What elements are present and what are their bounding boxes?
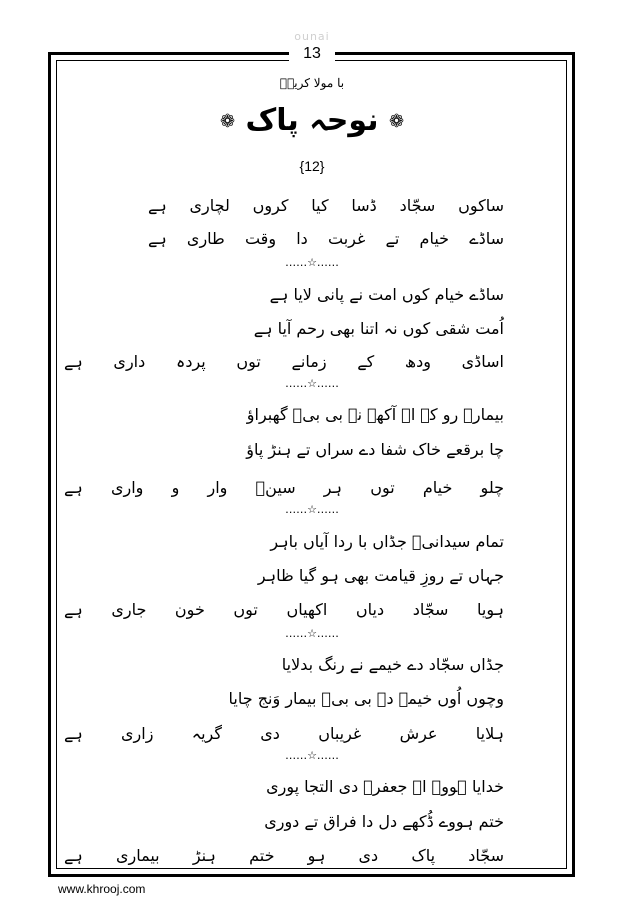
page-border-inner (56, 60, 567, 869)
verse-line: سجّاد پاک دی ہو ختم ہنڑ بیماری ہے (64, 846, 504, 865)
ornament-left-icon: ❁ (219, 111, 236, 132)
verse-line: اُمت شقی کوں نہ اتنا بھی رحم آیا ہے (253, 319, 504, 338)
verse-line: ساڈے خیام کوں امت نے پانی لایا ہے (269, 285, 504, 304)
verse-line: ہلایا عرش غریباں دی گریہ زاری ہے (64, 724, 504, 743)
poem-title (0, 103, 624, 138)
verse-line: وچوں اُوں خیمے دے بی بیؑ بیمار وَنج چایا (228, 689, 504, 708)
verse-line: جڈاں سجّاد دے خیمے نے رنگ بدلایا (281, 655, 504, 674)
verse-line: اساڈی ودھ کے زمانے توں پردہ داری ہے (64, 352, 504, 371)
verse-line: ختم ہووے ڈُکھے دل دا فراق تے دوری (264, 812, 504, 831)
attribution: با مولا کریمؑ (279, 76, 345, 90)
footer-website: www.khrooj.com (58, 882, 146, 896)
verse-line: تمام سیدانیؑ جڈاں با ردا آیاں باہر (270, 532, 504, 551)
verse-line: چا برقعے خاک شفا دے سراں تے ہنڑ پاؤ (246, 440, 504, 459)
verse-line: ساکوں سجّاد ڈسا کیا کروں لچاری ہے (148, 196, 504, 215)
verse-line: بیمارؑ رو کے اے آکھے نہ بی بیؑ گھبراؤ (246, 405, 504, 424)
poem-title-text: نوحہ پاک (245, 103, 379, 138)
verse-line: ہویا سجّاد دیاں اکھیاں توں خون جاری ہے (64, 600, 504, 619)
stanza-separator: ……☆…… (285, 256, 339, 269)
verse-line: خدایا ہووے اے جعفرؑ دی التجا پوری (266, 777, 504, 796)
ornament-right-icon: ❁ (388, 111, 405, 132)
stanza-separator: ……☆…… (285, 749, 339, 762)
stanza-separator: ……☆…… (285, 377, 339, 390)
verse-line: چلو خیام توں ہر سینؑ وار و واری ہے (64, 478, 504, 497)
page-number: 13 (289, 45, 335, 63)
poem-number: {12} (299, 158, 325, 174)
verse-line: ساڈے خیام تے غربت دا وقت طاری ہے (148, 229, 504, 248)
verse-line: جہاں تے روزِ قیامت بھی ہو گیا ظاہر (257, 566, 504, 585)
stanza-separator: ……☆…… (285, 503, 339, 516)
stanza-separator: ……☆…… (285, 627, 339, 640)
page-watermark: ounai (294, 30, 330, 43)
